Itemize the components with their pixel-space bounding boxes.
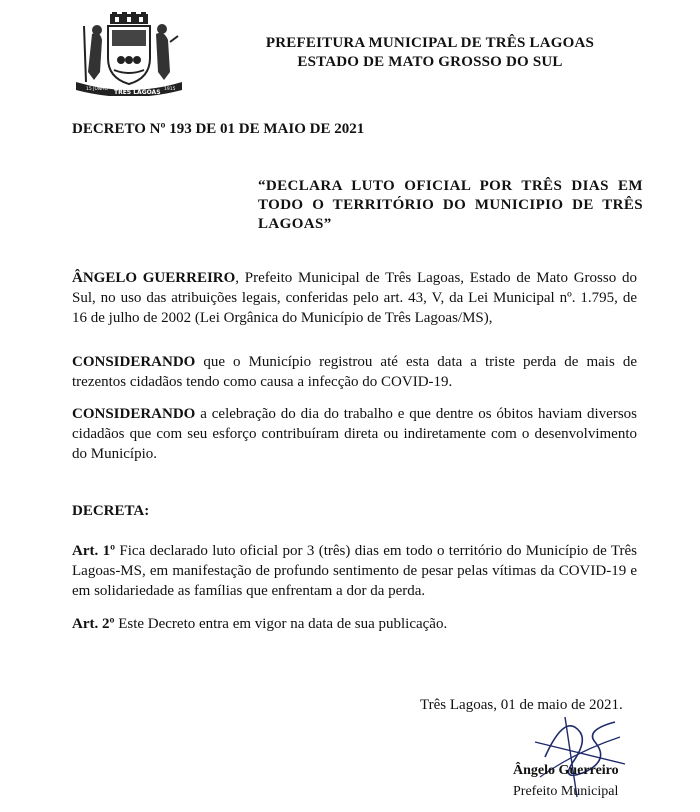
signer-name: Ângelo Guerreiro <box>513 763 619 778</box>
signer-role: Prefeito Municipal <box>513 784 619 799</box>
decree-ementa: “DECLARA LUTO OFICIAL POR TRÊS DIAS EM TODO O TERRITÓRIO DO MUNICIPIO DE TRÊS LAGOAS” <box>258 178 643 232</box>
article-label: Art. 1º <box>72 543 116 559</box>
article-1 <box>72 541 637 601</box>
considerando-label: CONSIDERANDO <box>72 406 196 422</box>
article-2 <box>72 614 637 634</box>
considerando-label: CONSIDERANDO <box>72 354 196 370</box>
crest-year-text: 1915 <box>164 87 176 92</box>
article-label: Art. 2º <box>72 616 115 632</box>
considerando-text: a celebração do dia do trabalho e que dentre os óbitos haviam diversos cidadãos que com seu esforço contribuíram direta ou indiretamente com o desenvolvimento do Município. <box>72 406 637 462</box>
decree-title: DECRETO Nº 193 DE 01 DE MAIO DE 2021 <box>72 121 365 137</box>
considerando-paragraph-1 <box>72 352 637 392</box>
crest-date-text: 15 JUNHO <box>86 87 109 92</box>
header-line-estado: ESTADO DE MATO GROSSO DO SUL <box>297 54 563 70</box>
mayor-name: ÂNGELO GUERREIRO <box>72 270 236 286</box>
preamble-paragraph <box>72 268 637 328</box>
decreta-heading: DECRETA: <box>72 503 150 519</box>
article-text: Fica declarado luto oficial por 3 (três) dias em todo o território do Município de Três Lagoas-MS, em manifestação de profundo sentimento de pesar pelas vítimas da COVID-19 e em solidariedade as famílias que enfrentam a dor da perda. <box>72 543 638 599</box>
place-and-date: Três Lagoas, 01 de maio de 2021. <box>420 697 623 713</box>
document-header <box>230 34 630 72</box>
municipal-crest-logo <box>70 12 188 96</box>
header-line-prefeitura: PREFEITURA MUNICIPAL DE TRÊS LAGOAS <box>265 35 595 51</box>
crest-banner-text: TRÊS LAGOAS <box>114 89 161 96</box>
preamble-text: , Prefeito Municipal de Três Lagoas, Estado de Mato Grosso do Sul, no uso das atribuições legais, conferidas pelo art. 43, V, da Lei Municipal nº. 1.795, de 16 de julho de 2002 (Lei Orgânica do Município de Três Lagoas/MS), <box>72 270 637 326</box>
article-text: Este Decreto entra em vigor na data de sua publicação. <box>114 616 448 632</box>
considerando-text: que o Município registrou até esta data a triste perda de mais de trezentos cidadãos tendo como causa a infecção do COVID-19. <box>72 354 637 390</box>
considerando-paragraph-2 <box>72 404 637 464</box>
